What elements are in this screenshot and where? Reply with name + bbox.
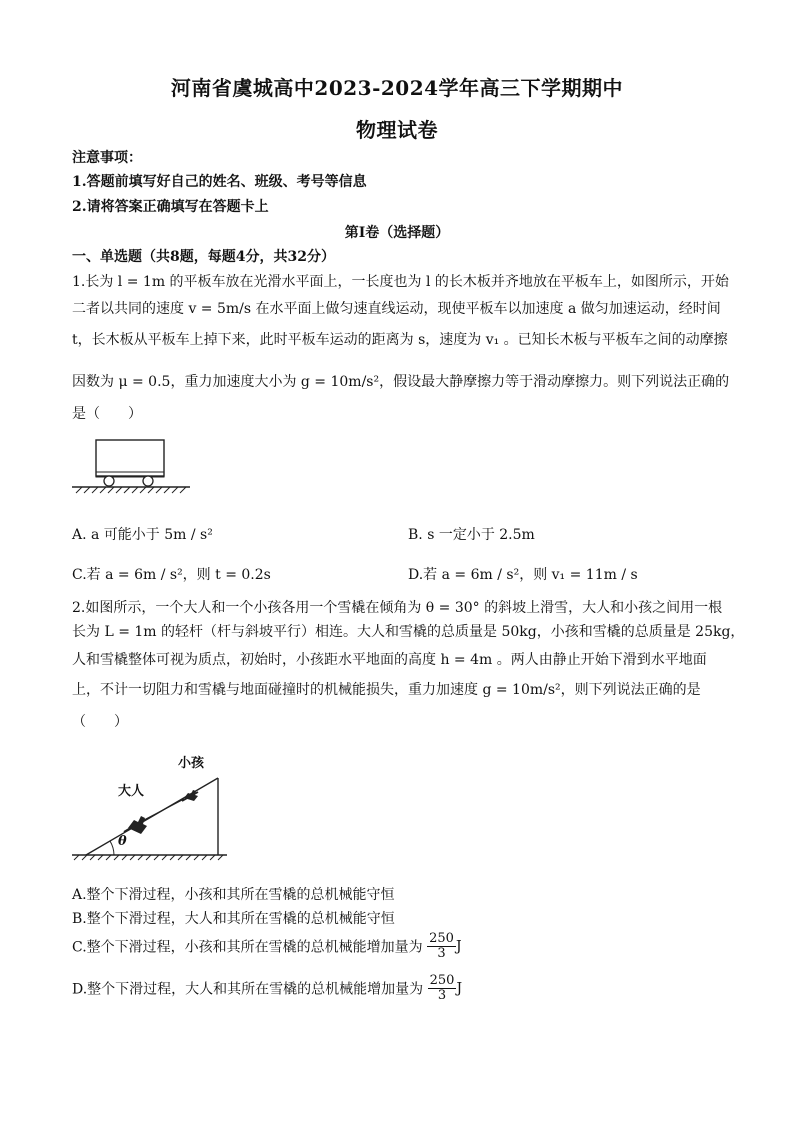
q1-line-1: 1.长为 l = 1m 的平板车放在光滑水平面上，一长度也为 l 的长木板并齐地放在平板车上，如图所示，开始: [72, 274, 729, 290]
q1-line-4: 因数为 μ = 0.5，重力加速度大小为 g = 10m/s²，假设最大静摩擦力等于滑动摩擦力。则下列说法正确的: [72, 374, 730, 390]
page-title: 河南省虞城高中2023-2024学年高三下学期期中: [170, 76, 624, 100]
q2-line-4: 上，不计一切阻力和雪橇与地面碰撞时的机械能损失，重力加速度 g = 10m/s²，则下列说法正确的是: [72, 682, 701, 698]
figure-label-child: 小孩: [178, 756, 205, 771]
q2-slope-figure: [72, 750, 232, 862]
q2-line-5: （ ）: [72, 714, 128, 730]
note-item-1: 1.答题前填写好自己的姓名、班级、考号等信息: [72, 174, 367, 190]
fraction: [427, 932, 456, 961]
q1-option-d: D.若 a = 6m / s²，则 v₁ = 11m / s: [408, 567, 638, 583]
part-title: 第I卷（选择题）: [344, 225, 450, 241]
q2-option-d: D.整个下滑过程，大人和其所在雪橇的总机械能增加量为: [72, 981, 424, 998]
unit: J: [456, 980, 463, 997]
figure-label-angle: θ: [118, 834, 127, 849]
q2-option-a: A.整个下滑过程，小孩和其所在雪橇的总机械能守恒: [72, 887, 395, 903]
fraction-denominator: 3: [437, 988, 447, 1003]
q1-line-3: t，长木板从平板车上掉下来，此时平板车运动的距离为 s，速度为 v₁ 。已知长木板与平板车之间的动摩擦: [72, 332, 728, 348]
page-subtitle: 物理试卷: [356, 118, 438, 142]
q2-line-3: 人和雪橇整体可视为质点，初始时，小孩距水平地面的高度 h = 4m 。两人由静止开始下滑到水平地面: [72, 652, 707, 668]
child-sled-figure: [182, 790, 198, 801]
q1-option-c: C.若 a = 6m / s²，则 t = 0.2s: [72, 567, 271, 583]
fraction: [428, 974, 457, 1003]
fraction-numerator: 250: [429, 973, 455, 988]
q2-line-1: 2.如图所示，一个大人和一个小孩各用一个雪橇在倾角为 θ = 30° 的斜坡上滑雪，大人和小孩之间用一根: [72, 600, 723, 616]
q2-option-b: B.整个下滑过程，大人和其所在雪橇的总机械能守恒: [72, 911, 395, 927]
fraction-numerator: 250: [429, 931, 454, 946]
q2-line-2: 长为 L = 1m 的轻杆（杆与斜坡平行）相连。大人和雪橇的总质量是 50kg，小孩和雪橇的总质量是 25kg，: [72, 624, 745, 640]
q2-option-c: C.整个下滑过程，小孩和其所在雪橇的总机械能增加量为: [72, 939, 423, 956]
q1-line-2: 二者以共同的速度 v = 5m/s 在水平面上做匀速直线运动，现使平板车以加速度 a 做匀加速运动，经时间: [72, 301, 721, 317]
q2-option-d-row: [72, 974, 462, 1003]
figure-label-adult: 大人: [118, 784, 145, 799]
q1-option-a: A. a 可能小于 5m / s²: [72, 527, 213, 543]
q1-line-5: 是（ ）: [72, 406, 142, 422]
unit: J: [455, 938, 462, 955]
q2-option-c-row: [72, 932, 462, 961]
notes-heading: 注意事项：: [72, 150, 142, 166]
fraction-denominator: 3: [437, 946, 446, 961]
q1-option-b: B. s 一定小于 2.5m: [408, 527, 535, 543]
note-item-2: 2.请将答案正确填写在答题卡上: [72, 199, 269, 215]
q1-cart-figure: [72, 436, 192, 496]
section-heading: 一、单选题（共8题，每题4分，共32分）: [72, 249, 335, 265]
